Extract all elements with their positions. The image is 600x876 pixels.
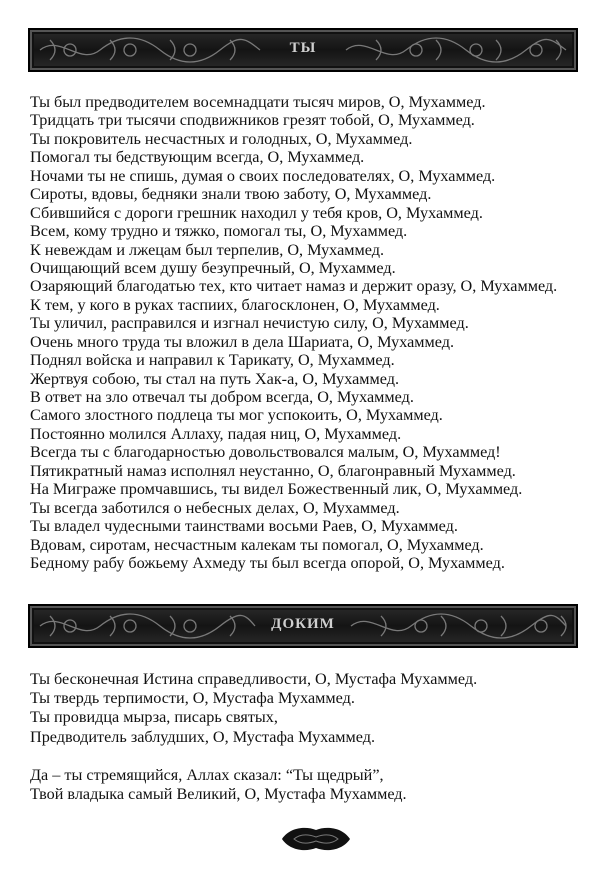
poem-line: Ты бесконечная Истина справедливости, О, Мустафа Мухаммед. xyxy=(30,670,478,688)
poem-line: Ты провидца мырза, писарь святых, xyxy=(30,708,278,727)
page-ornament-icon xyxy=(276,824,356,854)
poem-line: Ты владел чудесными таинствами восьми Раев, О, Мухаммед. xyxy=(30,517,458,536)
poem-line: Жертвуя собою, ты стал на путь Хак-а, О, Мухаммед. xyxy=(30,369,400,388)
poem-section-1 xyxy=(30,93,582,572)
poem-line: Предводитель заблудших, О, Мустафа Мухаммед. xyxy=(30,727,376,746)
poem-line: Всем, кому трудно и тяжко, помогал ты, О, Мухаммед. xyxy=(30,222,408,241)
poem-line: На Миграже промчавшись, ты видел Божественный лик, О, Мухаммед. xyxy=(30,480,523,499)
poem-line: Ты твердь терпимости, О, Мустафа Мухаммед. xyxy=(30,689,355,708)
poem-line: Сбившийся с дороги грешник находил у тебя кров, О, Мухаммед. xyxy=(30,203,483,222)
banner-title: ТЫ xyxy=(289,40,317,56)
poem-line: Вдовам, сиротам, несчастным калекам ты помогал, О, Мухаммед. xyxy=(30,535,484,554)
poem-line: Озаряющий благодатью тех, кто читает намаз и держит оразу, О, Мухаммед. xyxy=(30,277,558,296)
poem-line: Очень много труда ты вложил в дела Шариата, О, Мухаммед. xyxy=(30,332,455,351)
poem-line: Постоянно молился Аллаху, падая ниц, О, Мухаммед. xyxy=(30,424,402,443)
poem-line: Ты всегда заботился о небесных делах, О, Мухаммед. xyxy=(30,498,400,517)
poem-line: Ночами ты не спишь, думая о своих последователях, О, Мухаммед. xyxy=(30,166,496,185)
section-header-banner xyxy=(28,28,578,72)
poem-line: Ты был предводителем восемнадцати тысяч миров, О, Мухаммед. xyxy=(30,93,486,111)
poem-line: К невеждам и лжецам был терпелив, О, Мухаммед. xyxy=(30,240,384,259)
poem-line: Твой владыка самый Великий, О, Мустафа Мухаммед. xyxy=(30,785,407,804)
poem-line: В ответ на зло отвечал ты добром всегда, О, Мухаммед. xyxy=(30,388,414,406)
poem-line: Тридцать три тысячи сподвижников грезят тобой, О, Мухаммед. xyxy=(30,111,475,130)
poem-line: К тем, у кого в руках таспиих, благосклонен, О, Мухаммед. xyxy=(30,295,440,314)
poem-line: Ты покровитель несчастных и голодных, О, Мухаммед. xyxy=(30,129,413,148)
banner-title: ДОКИМ xyxy=(271,616,335,632)
poem-line: Бедному рабу божьему Ахмеду ты был всегда опорой, О, Мухаммед. xyxy=(30,553,505,572)
poem-line: Помогал ты бедствующим всегда, О, Мухаммед. xyxy=(30,148,365,167)
poem-line: Сироты, вдовы, бедняки знали твою заботу, О, Мухаммед. xyxy=(30,185,432,204)
poem-line: Поднял войска и направил к Тарикату, О, Мухаммед. xyxy=(30,351,395,370)
poem-section-2 xyxy=(30,670,582,804)
poem-line: Очищающий всем душу безупречный, О, Мухаммед. xyxy=(30,258,396,277)
section-header-banner xyxy=(28,604,578,648)
poem-line: Всегда ты с благодарностью довольствовался малым, О, Мухаммед! xyxy=(30,443,501,462)
poem-line: Пятикратный намаз исполнял неустанно, О, благонравный Мухаммед. xyxy=(30,461,516,480)
poem-line: Самого злостного подлеца ты мог успокоить, О, Мухаммед. xyxy=(30,406,443,425)
poem-line: Ты уличил, расправился и изгнал нечистую силу, О, Мухаммед. xyxy=(30,314,469,333)
stanza-gap xyxy=(30,747,582,766)
poem-line: Да – ты стремящийся, Аллах сказал: “Ты щедрый”, xyxy=(30,765,384,784)
